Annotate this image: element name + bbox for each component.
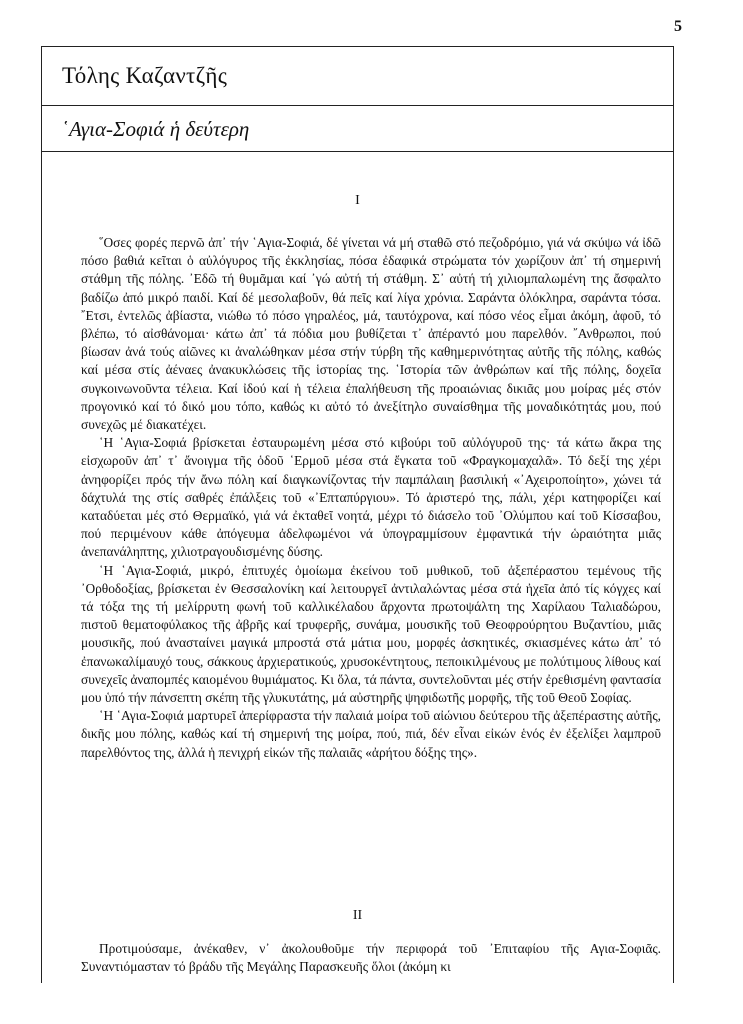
section-heading-2: II <box>352 908 363 923</box>
paragraph: ῾Η ῾Αγια-Σοφιά, μικρό, ἐπιτυχές ὁμοίωμα ἐκείνου τοῦ μυθικοῦ, τοῦ ἀξεπέραστου τεμένους τῆς ᾿Ορθοδοξίας, βρίσκεται ἐν Θεσσαλονίκη καί λειτουργεῖ ἀντιλαλώντας μέσα στά ἠχεῖα ἀπό τίς κόγχες καί τά τόξα της τή μελίρρυτη φωνή τοῦ καλλικέλαδου ἄρχοντα πρωτοψάλτη της Χαρίλαου Ταλιαδώρου, πιστοῦ θεματοφύλακος τῆς ἀβρῆς καί τρυφερῆς, συνάμα, μουσικῆς τοῦ Θεοφρούρητου Βυζαντίου, μιᾶς μουσικῆς, πού ἀνασταίνει μαγικά μπροστά στά μάτια μου, μορφές ἀσκητικές, σκιασμένες κάτω ἀπ᾿ τό ἐπανωκαλίμαυχό τους, σάκκους ἀρχιερατικούς, χρυσοκέντητους, πεποικιλμένους με πολύτιμους λίθους καί συνεχεῖς ἀναπομπές καιομένου θυμιάματος. Κι ὅλα, τά πάντα, συντελοῦνται μές στήν ἐρεθισμένη φαντασία μου ὑπό τήν πάνσεπτη σκέπη τῆς γλυκυτάτης, μά αὐστηρῆς ψηφιδωτῆς μορφῆς, τῆς τοῦ Θεοῦ Σοφίας. <box>81 562 661 706</box>
page-frame <box>41 46 674 983</box>
section-1-body <box>81 234 661 762</box>
paragraph: ῞Οσες φορές περνῶ ἀπ᾿ τήν ῾Αγια-Σοφιά, δέ γίνεται νά μή σταθῶ στό πεζοδρόμιο, γιά νά σκύψω νά ἰδῶ πόσο βαθιά κεῖται ὁ αὐλόγυρος τῆς ἐκκλησίας, πόσα ἐδαφικά στρώματα τόν χωρίζουν ἀπ᾿ τή σημερινή στάθμη τῆς πόλης. ᾿Εδῶ τή θυμᾶμαι καί ᾿γώ αὐτή τή στάθμη. Σ᾿ αὐτή τή χιλιομπαλωμένη της ἄσφαλτο βαδίζω ἀπό μικρό παιδί. Καί δέ μεσολαβοῦν, θά πεῖς καί λίγα χρόνια. Σαράντα ὁλόκληρα, σαράντα τόσα. ῎Ετσι, ἐντελῶς ἀβίαστα, νιώθω τό πόσο γηραλέος, μά, ταυτόχρονα, καί πόσο νέος εἶμαι ἀκόμη, ἀφοῦ, τό βλέπω, τό αἰσθάνομαι· κάτω ἀπ᾿ τά πόδια μου βυθίζεται τ᾿ ἀπέραντό μου παρελθόν. ῎Ανθρωποι, πού βίωσαν ἀνά τούς αἰῶνες κι ἀναλώθηκαν μέσα στήν τύρβη τῆς καθημερινότητας αὐτῆς τῆς πόλης, καθώς καί μέσα στίς ἀέναες ἀνακυκλώσεις τῆς ἱστορίας της. ῾Ιστορία τῶν ἀνθρώπων καί τῆς πόλης, δοχεῖα συγκοινωνοῦντα τέλεια. Καί ἰδού καί ἡ τέλεια ἐπαλήθευση τῆς προαιώνιας δικιᾶς μου μοίρας μές στόν προγονικό καί τό δικό μου τόπο, καθώς κι αὐτό τό ἀνεξίτηλο συναίσθημα τῆς μοναδικότητάς μου, πού συνεχῶς μέ διακατέχει. <box>81 235 661 433</box>
chapter-title: ῾Αγια-Σοφιά ἡ δεύτερη <box>62 117 250 141</box>
title-divider <box>42 151 673 152</box>
paragraph: ῾Η ῾Αγια-Σοφιά μαρτυρεῖ ἀπερίφραστα τήν παλαιά μοίρα τοῦ αἰώνιου δεύτερου τῆς ἀξεπέραστης αὐτῆς, δικῆς μου πόλης, καθώς καί τή σημερινή της μοίρα, πού, πιά, δέν εἶναι εἰκών ἑνός ἐν ἐξελίξει λαμπροῦ παρελθόντος της, ἀλλά ἡ πενιχρή εἰκών τῆς παλαιᾶς «ἀρήτου δόξης της». <box>81 708 661 760</box>
header-divider <box>42 105 673 106</box>
paragraph: ῾Η ῾Αγια-Σοφιά βρίσκεται ἐσταυρωμένη μέσα στό κιβούρι τοῦ αὐλόγυροῦ της· τά κάτω ἄκρα της εἰσχωροῦν ἀπ᾿ τ᾿ ἄνοιγμα τῆς ὁδοῦ ῾Ερμοῦ μέσα στά ἔγκατα τοῦ «Φραγκομαχαλᾶ». Τό δεξί της χέρι ἀνηφορίζει πρός τήν ἄνω πόλη καί διαγκωνίζοντας τήν παμπάλαιη βασιλική «᾿Αχειροποίητο», χώνει τά δάχτυλά της στίς σαθρές ἐπάλξεις τοῦ «᾿Επταπύργιου». Τό ἀριστερό της, πάλι, χέρι κατηφορίζει καί καταδύεται μές στό Θερμαϊκό, γιά νά ἐκταθεῖ νοητά, μέχρι τό διάσελο τοῦ ᾿Ολύμπου καί τοῦ Κίσσαβου, πού περιμένουν κάθε ἀπόγευμα ἀδελφωμένοι νά ὑπογραμμίσουν ἐμφαντικά τήν ὡραιότητα μιᾶς ἀνεπανάληπτης, χιλιοτραγουδισμένης δύσης. <box>81 435 661 560</box>
section-heading-1: I <box>355 193 360 208</box>
section-2-body <box>81 940 661 976</box>
author-name: Τόλης Καζαντζῆς <box>62 63 228 88</box>
page-number: 5 <box>674 18 682 35</box>
paragraph: Προτιμούσαμε, ἀνέκαθεν, ν᾿ ἀκολουθοῦμε τήν περιφορά τοῦ ᾿Επιταφίου τῆς Αγια-Σοφιᾶς. Συναντιόμασταν τό βράδυ τῆς Μεγάλης Παρασκευῆς ὅλοι (ἀκόμη κι <box>81 941 661 975</box>
